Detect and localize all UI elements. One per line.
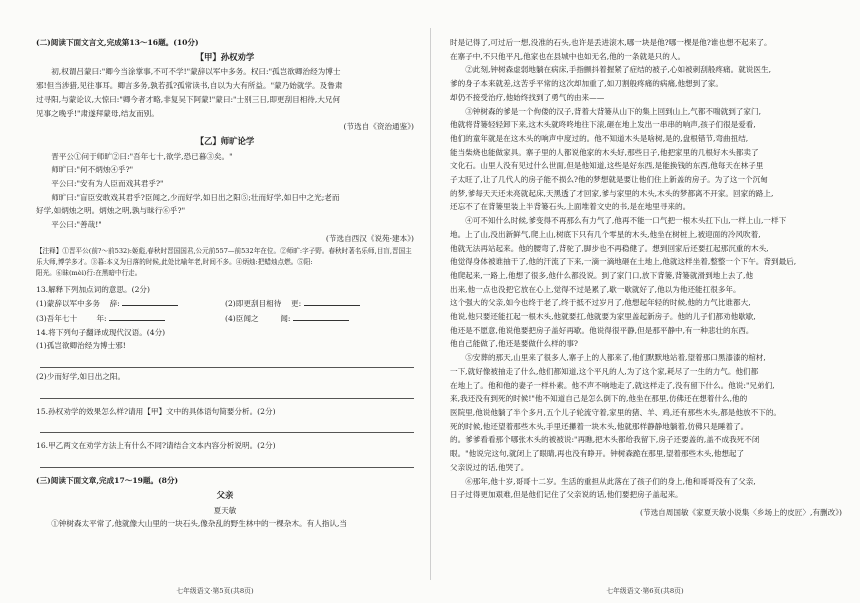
page-footer-right: 七年级语文·第6页(共8页) xyxy=(606,587,684,595)
annotation-line: 阳光。⑥昧(mèi)行:在黑暗中行走。 xyxy=(36,268,142,277)
article-author: 夏天敏 xyxy=(213,505,237,515)
answer-line[interactable] xyxy=(40,418,414,433)
section3-header: (三)阅读下面文章,完成17～19题。(8分) xyxy=(36,476,179,486)
q14-item: (1)孤岂欲卿治经为博士邪! xyxy=(36,341,126,351)
article-source: (节选自周国敏《家夏天敏小说集〈乡场上的皮匠〉,有删改》) xyxy=(640,507,842,517)
q13-item-label: (2)即更刮目相待 xyxy=(225,299,282,309)
q13-item-word: 辞: xyxy=(109,299,120,309)
q13-item-label: (4)臣闻之 xyxy=(225,313,259,323)
article-line: 他觉得身体被谁抽干了,他的汗流了下来,一滴一滴地砸在土地上,他就这样坐着,整整一个下午。背到最后, xyxy=(450,257,797,267)
page-footer-left: 七年级语文·第5页(共8页) xyxy=(176,587,254,595)
article-line: 的梦,爹每天天还未亮就起床,天黑透了才回家,爹与家里的木头,木头的梦都离不开家。回家的路上, xyxy=(450,188,774,198)
article-line: 眼。"他说完这句,就闭上了眼睛,再也没有睁开。钟树森跪在那里,望着那些木头,他想起了 xyxy=(450,449,745,459)
article-line: ⑥那年,他十岁,哥哥十二岁。生活的重担从此落在了孩子们的身上,他和哥哥没有了父亲, xyxy=(465,476,756,486)
article-line: ③钟树森的爹是一个佝偻的汉子,背着大背篓从山下的集上回到山上,气都不喘就到了家门, xyxy=(465,106,761,116)
article-line: 一下,就好像被抽走了什么,他们都知道,这个平凡的人,为了这个家,耗尽了一生的力气。他们都 xyxy=(450,366,759,376)
article-line: 爹的身子本来就差,这苦乎平常的这次却加重了,如刀割般疼痛的病痛,他想到了家。 xyxy=(450,79,724,89)
text-a-line: 邪!但当涉猎,见往事耳。卿言多务,孰若孤?孤常读书,自以为大有所益。"蒙乃始就学。及鲁肃 xyxy=(36,81,343,91)
annotation-line: 【注释】①晋平公(前?～前532):姬彪,春秋时晋国国君,公元前557—前532年在位。②师旷:字子野。春秋时著名乐师,目盲,晋国主 xyxy=(36,246,412,255)
article-line: 时是记得了,可过后一想,没准的石头,也许是丢进滚木,哪一块是他?哪一棵是他?谁也想不起来了。 xyxy=(450,38,772,47)
article-first-line: ①钟树森太平常了,他就像大山里的一块石头,像杂乱的野生林中的一棵杂木。有人指认,当 xyxy=(51,519,347,529)
answer-blank[interactable] xyxy=(293,311,349,321)
answer-blank[interactable] xyxy=(304,296,360,306)
source-b: (节选自西汉《说苑·建本》) xyxy=(325,233,414,243)
title-a: 【甲】孙权劝学 xyxy=(195,51,255,62)
right-page xyxy=(430,0,860,603)
article-line: 出来,他一点也没把它放在心上,觉得不过是累了,歇一歇就好了,他以为他还能扛很多年。 xyxy=(450,284,741,294)
article-line: 死的时候,他还望着那些木头,手里还攥着一块木头,他就那样静静地躺着,仿佛只是睡着了。 xyxy=(450,421,749,431)
question-15: 15.孙权劝学的效果怎么样?请用【甲】文中的具体语句简要分析。(2分) xyxy=(36,406,276,416)
article-line: 他爬起来,一路上,他想了很多,他什么都没说。到了家门口,放下背篓,背篓就滑到地上去了,他 xyxy=(450,270,754,280)
article-line: 在寨子中,不只他平凡,他家也在县城中也如无名,他的一条就是只的人。 xyxy=(450,51,686,61)
question-13: 13.解释下列加点词的意思。(2分) xyxy=(36,284,150,294)
article-line: 却仍不接受治疗,他始终找到了勇气的由来—— xyxy=(450,92,605,102)
answer-blank[interactable] xyxy=(109,311,165,321)
q13-item-word: 闻: xyxy=(280,313,291,323)
title-b: 【乙】师旷论学 xyxy=(195,135,255,146)
article-line: 这个强大的父亲,如今也终于老了,终于抵不过岁月了,他想起年轻的时候,他的力气比谁都大, xyxy=(450,298,751,308)
article-title: 父亲 xyxy=(216,489,234,500)
text-a-line: 过寻阳,与蒙论议,大惊曰:"卿今者才略,非复吴下阿蒙!"蒙曰:"士别三日,即更刮目相待,大兄何 xyxy=(36,94,341,104)
text-b-line: 平公曰:"善哉!" xyxy=(51,220,102,230)
article-line: 他就无法再站起来。他的腰弯了,背驼了,脚步也不再稳健了。想到回家后还要扛起那沉重的木头, xyxy=(450,243,769,253)
article-line: 在地上了。他和他的妻子一样朴素。他不声不响地走了,就这样走了,没有留下什么。他说:"兄弟们, xyxy=(450,380,775,390)
q13-item-label: (3)吾年七十 xyxy=(36,313,78,323)
question-13-row xyxy=(36,311,414,326)
annotation-line: 乐大师,博学多才。③暮:本义为日落的时候,此处比喻年老,时间不多。④炳烛:把蜡烛点燃。⑤阳: xyxy=(36,257,313,266)
article-line: 来,我还没有到死的时候!"他不知道自己是怎么倒下的,他坐在那里,仿佛还在想着什么,他的 xyxy=(450,394,748,404)
article-line: 日子过得更加艰难,但是他们记住了父亲说的话,他们要把房子盖起来。 xyxy=(450,490,683,500)
article-line: 的。爹爹看看那个哪张木头的被被说:"再瞧,把木头都给我留下,房子还要盖的,盖不成我死不闭 xyxy=(450,435,760,445)
text-b-line: 师旷曰:"盲臣安敢戏其君乎?臣闻之,少而好学,如日出之阳⑤;壮而好学,如日中之光;老而 xyxy=(51,192,340,202)
text-b-line: 师旷曰:"何不炳烛④乎?" xyxy=(51,165,134,175)
article-line: ④可不知什么时候,爹变得不再那么有力气了,他再不能一口气把一根木头扛下山,一样上山,一样下 xyxy=(465,216,787,226)
question-16: 16.甲乙两文在劝学方法上有什么不同?请结合文本内容分析说明。(2分) xyxy=(36,441,276,451)
q14-item: (2)少而好学,如日出之阳。 xyxy=(36,372,126,382)
question-13-row xyxy=(36,296,414,311)
text-b-line: 晋平公①问于师旷②曰:"吾年七十,欲学,恐已暮③矣。" xyxy=(51,151,233,161)
answer-line[interactable] xyxy=(40,353,414,368)
article-line: 文化石。山里人没有见过什么世面,但是他知道,这些是好东西,是能换钱的东西,他每天在林子里 xyxy=(450,161,764,171)
article-line: 他就将背篓轻轻卸下来,这木头就咚咚地往下滚,砸在地上发出一串串的响声,孩子们很是爱看, xyxy=(450,120,756,130)
text-b-line: 好学,如炳烛之明。炳烛之明,孰与昧行⑥乎?" xyxy=(36,206,186,216)
article-line: 他说,他只要还能扛起一根木头,他就要扛,他就要为家里盖起新房子。他的儿子们都劝他歇歇, xyxy=(450,312,756,322)
text-b-line: 平公曰:"安有为人臣而戏其君乎?" xyxy=(51,179,164,189)
article-line: 父亲说过的话,他哭了。 xyxy=(450,462,529,472)
article-line: ②此刻,钟树森虚弱地躺在病床,手指颤抖着握紧了症结的被子,心如被刺刮般疼痛。就说医生, xyxy=(465,65,771,75)
article-line: 他还是不愿意,他说他要把房子盖好再歇。他说得很平静,但是那平静中,有一种悲壮的东西。 xyxy=(450,325,754,335)
section2-header: (二)阅读下面文言文,完成第13～16题。(10分) xyxy=(36,38,199,47)
text-a-line: 初,权谓吕蒙曰:"卿今当涂掌事,不可不学!"蒙辞以军中多务。权曰:"孤岂欲卿治经为博士 xyxy=(51,67,341,77)
article-line: 还忘不了在背篓里装上半背篓石头,上面堆着文史的书,是在地里寻来的。 xyxy=(450,202,691,212)
article-line: ⑤安葬的那天,山里来了很多人,寨子上的人都来了,他们默默地站着,望着那口黑漆漆的棺材, xyxy=(465,353,766,363)
article-line: 能当柴烧也能做家具。寨子里的人都说他家的木头好,那些日子,他把家里的几根好木头都卖了 xyxy=(450,147,759,157)
source-a: (节选自《资治通鉴》) xyxy=(343,122,414,132)
q13-item-word: 更: xyxy=(290,299,302,309)
article-line: 他自己能做了,他还是要做什么样的事? xyxy=(450,339,578,349)
answer-blank[interactable] xyxy=(122,296,178,306)
answer-line[interactable] xyxy=(40,384,414,399)
text-a-line: 见事之晚乎!"肃遂拜蒙母,结友而别。 xyxy=(36,108,159,118)
article-line: 医院里,他说他躺了半个多月,五个儿子轮流守着,家里的猪、羊、鸡,还有那些木头,都是他放不下的。 xyxy=(450,407,782,417)
q13-item-label: (1)蒙辞以军中多务 xyxy=(36,299,100,309)
q13-item-word: 年: xyxy=(96,313,107,323)
answer-line[interactable] xyxy=(40,453,414,468)
question-14: 14.将下列句子翻译成现代汉语。(4分) xyxy=(36,327,166,337)
article-line: 地。上了山,没出新鲜气,爬上山,树底下只有几个零星的木头,他坐在树桩上,被迎面的冷风吹着, xyxy=(450,229,761,239)
article-line: 子太旺了,让了几代人的房子能不损么?他的梦想就是要让他们住上新盖的房子。为了这一个沉甸 xyxy=(450,175,768,185)
article-line: 他们的童年就是在这木头的响声中度过的。他不知道木头是啥树,是的,盘根错节,弯曲扭结, xyxy=(450,133,749,143)
